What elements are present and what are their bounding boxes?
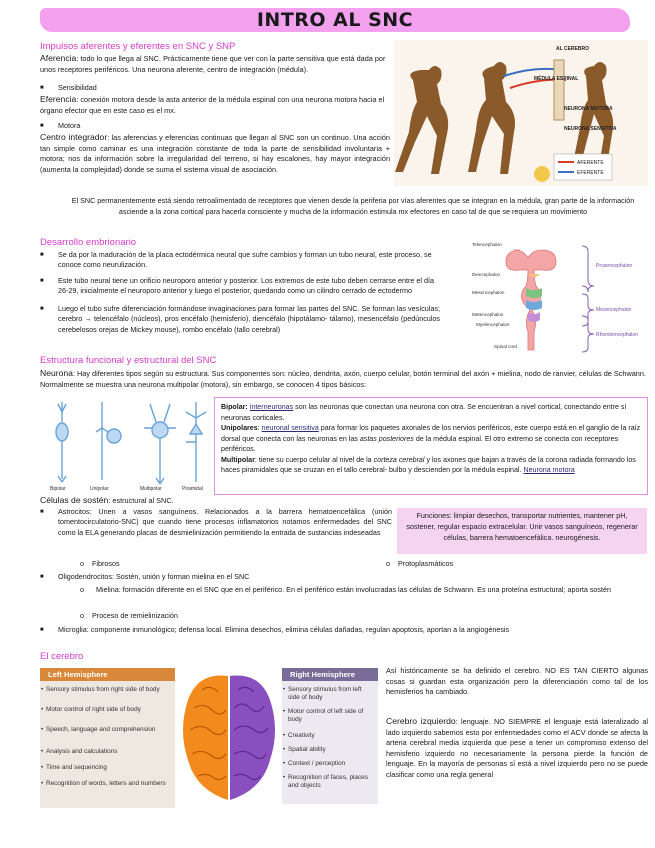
neurona-paragraph bbox=[40, 368, 648, 390]
right-item: • Context / perception bbox=[288, 760, 374, 768]
neuron-label-bipolar: Bipolar bbox=[50, 486, 66, 492]
embryo-vesicles-figure bbox=[470, 236, 648, 354]
bullet-mielina bbox=[80, 585, 640, 595]
section-heading-desarrollo: Desarrollo embrionario bbox=[40, 237, 137, 248]
snc-summary: El SNC permanentemente está siendo retroalimentado de receptores que vienen desde la periferia por vías aferentes que se integran en la médula, gran parte de la información asciende a la zona cortical para hacerla consciente y mucha de la información estimula mx efectores en caso tal de que se requiera un movimiento bbox=[71, 196, 635, 216]
page-title: INTRO AL SNC bbox=[256, 9, 414, 31]
right-item: • Creativity bbox=[288, 732, 374, 740]
bullet-protoplasmaticos bbox=[386, 559, 453, 569]
neurona-term: Neurona bbox=[40, 368, 73, 378]
cerebro-izquierdo-term: Cerebro izquierdo bbox=[386, 716, 456, 726]
unipolar-italic: astas posteriores bbox=[359, 434, 414, 443]
multipolar-link: Neurona motora bbox=[523, 466, 575, 474]
eferencia-paragraph bbox=[40, 94, 390, 116]
bullet-motora bbox=[40, 121, 390, 131]
bullet-text: Proceso de remielinización bbox=[92, 611, 178, 620]
right-item: • Sensory stimulus from left side of body bbox=[288, 686, 374, 702]
title-banner bbox=[40, 8, 630, 32]
square-bullet-icon: ■ bbox=[40, 85, 44, 91]
right-item: • Motor control of left side of body bbox=[288, 708, 374, 724]
microglia-text: : componente inmunológico; defensa local. Elimina desechos, elimina células dañadas, regulan apoptosis, aportan a la angiogénesis bbox=[86, 625, 510, 634]
fig-label-medula: MÉDULA ESPINAL bbox=[534, 76, 579, 82]
astrocitos-term: Astrocitos bbox=[58, 507, 90, 516]
bullet-fibrosos bbox=[80, 559, 120, 569]
left-item: • Time and sequencing bbox=[46, 764, 170, 772]
bullet-text: Motora bbox=[58, 121, 81, 130]
bullet-astrocitos bbox=[40, 507, 392, 538]
fig-label-cerebro: AL CEREBRO bbox=[556, 46, 589, 52]
section-heading-estructura: Estructura funcional y estructural del SNC bbox=[40, 355, 217, 366]
microglia-term: Microglia bbox=[58, 625, 87, 634]
brain-image bbox=[178, 668, 280, 808]
legend-afferent: AFERENTE bbox=[577, 160, 604, 166]
bullet-remielinizacion bbox=[80, 611, 178, 621]
unipolar-link: neuronal sensitiva bbox=[261, 424, 319, 432]
fig-metencephalon: Metencephalon bbox=[472, 312, 504, 317]
neuron-label-piramidal: Piramidal bbox=[182, 486, 203, 492]
section-heading-impulsos: Impulsos aferentes y eferentes en SNC y SNP bbox=[40, 41, 236, 52]
square-bullet-icon: ■ bbox=[40, 123, 44, 129]
centro-term: Centro integrador bbox=[40, 132, 108, 142]
neuron-types-box bbox=[214, 397, 648, 495]
brain-svg bbox=[178, 668, 280, 808]
right-hemisphere-title: Right Hemisphere bbox=[282, 668, 378, 681]
square-bullet-icon: ■ bbox=[40, 306, 44, 312]
bullet-sensibilidad bbox=[40, 83, 390, 93]
cerebro-izquierdo-paragraph bbox=[386, 716, 648, 781]
funciones-text: : limpiar desechos, transportar nutrientes, mantener pH, sostener, regular espacio extracelular. Unir vasos sanguíneos, regenerar células, barrera hematoencefálica. neurogénesis. bbox=[406, 511, 638, 542]
bullet-vesiculas bbox=[40, 304, 440, 335]
celulas-sosten-paragraph bbox=[40, 495, 340, 507]
oligo-term: Oligodendrocitos bbox=[58, 572, 112, 581]
bullet-text: Sensibilidad bbox=[58, 83, 97, 92]
centro-integrador-paragraph bbox=[40, 132, 390, 175]
neuron-types-figure bbox=[40, 398, 212, 492]
bullet-neuroporo bbox=[40, 276, 440, 297]
multipolar-text-1: : tiene su cuerpo celular al nivel de la bbox=[254, 455, 374, 464]
bipolar-text: son las neuronas que conectan una neurona con otra. Se encuentran a nivel cortical, conectando entre sí neuronas corticales. bbox=[221, 403, 627, 422]
square-bullet-icon: ■ bbox=[40, 627, 44, 633]
left-hemisphere-title: Left Hemisphere bbox=[40, 668, 175, 681]
left-item: • Analysis and calculations bbox=[46, 748, 170, 756]
fig-myelencephalon: Myelencephalon bbox=[476, 322, 510, 327]
legend-efferent: EFERENTE bbox=[577, 170, 604, 176]
left-item: • Recognition of words, letters and numbers bbox=[46, 780, 170, 788]
neurona-text: : Hay diferentes tipos según su estructura. Sus componentes son: núcleo, dendrita, axón, cuerpo celular, botón terminal del axón + mielina, nodo de ranvier, células de Schwann. Normalmente se muestra una neurona multipolar (motora), sin embargo, se conocen 4 tipos básicos: bbox=[40, 369, 646, 389]
fig-diencephalon: Diencephalon bbox=[472, 272, 501, 277]
neuron-label-multipolar: Multipolar bbox=[140, 486, 162, 492]
neuron-label-unipolar: Unipolar bbox=[90, 486, 109, 492]
aferencia-text: : todo lo que llega al SNC. Prácticamente tiene que ver con la parte sensitiva que está dada por unos receptores periféricos. Una neurona aferente, centro de integración (médula). bbox=[40, 54, 386, 74]
multipolar-italic: corteza cerebral bbox=[373, 455, 425, 464]
bullet-microglia bbox=[40, 625, 640, 635]
right-item: • Recognition of faces, places and objects bbox=[288, 774, 374, 790]
right-hemisphere-panel bbox=[282, 668, 378, 804]
square-bullet-icon: ■ bbox=[40, 278, 44, 284]
aferencia-term: Aferencia bbox=[40, 53, 77, 63]
bullet-oligodendrocitos bbox=[40, 572, 600, 582]
bullet-text: Protoplasmáticos bbox=[398, 559, 454, 568]
eferencia-text: : conexión motora desde la asta anterior de la médula espinal con una neurona motora hacia el órgano efector que en este caso es el mx. bbox=[40, 95, 385, 115]
oligo-text: : Sostén, unión y forman mielina en el SNC bbox=[111, 572, 250, 581]
circle-bullet-icon: o bbox=[386, 559, 390, 568]
left-item: • Speech, language and comprehension bbox=[46, 726, 170, 734]
unipolar-text-1: para formar los paquetes axonales de los nervios periféricos, este cuerpo está en el ganglio de la raíz dorsal que conecta con las neuronas en las bbox=[221, 424, 641, 443]
fig-prosencephalon: Prosencephalon bbox=[596, 263, 633, 269]
bullet-text: Se da por la maduración de la placa ectodérmica neural que sufre cambios y forman un tubo neural, este proceso, se conoce como neurulización. bbox=[58, 250, 432, 270]
fig-spinal-cord: Spinal cord bbox=[494, 344, 517, 349]
section-heading-cerebro: El cerebro bbox=[40, 651, 84, 662]
square-bullet-icon: ■ bbox=[40, 509, 44, 515]
left-item: • Motor control of right side of body bbox=[46, 706, 170, 714]
multipolar-term: Multipolar bbox=[221, 455, 255, 464]
box-multipolar bbox=[221, 455, 641, 476]
bullet-neurulizacion bbox=[40, 250, 440, 271]
centro-text: : las aferencias y eferencias continuas que llegan al SNC son un continuo. Una acción tan simple como caminar es una integración constante de toda la parte de sensibilidad involuntaria + motora; nos da información sobre la irregularidad del terreno, si hay escalones, hay mayor integración (aumenta la complejidad) donde se suma el sistema visual de asociación. bbox=[40, 133, 390, 174]
fig-label-sensitiva: NEURONA SENSITIVA bbox=[564, 126, 617, 132]
sosten-text: : estructural al SNC. bbox=[108, 496, 174, 505]
left-item: • Sensory stimulus from right side of body bbox=[46, 686, 170, 694]
reflex-figure-svg bbox=[394, 40, 648, 186]
bipolar-term: Bipolar: bbox=[221, 403, 248, 411]
eferencia-term: Eferencia bbox=[40, 94, 77, 104]
bullet-text: Fibrosos bbox=[92, 559, 120, 568]
fig-telencephalon: Telencephalon bbox=[472, 242, 502, 247]
box-bipolar bbox=[221, 402, 641, 423]
box-unipolar: Unipolares: neuronal sensitiva para formar los paquetes axonales de los nervios periféricos, este cuerpo está en el ganglio de la raíz dorsal que conecta con las neuronas en las astas posteriores de la médula espinal. El otro extremo se conecta con receptores periféricos. bbox=[221, 424, 641, 453]
square-bullet-icon: ■ bbox=[40, 252, 44, 258]
circle-bullet-icon: o bbox=[80, 585, 84, 594]
unipolar-text-2: de la médula espinal. El otro extremo se conecta con receptores periféricos. bbox=[221, 434, 619, 453]
left-hemisphere-panel bbox=[40, 668, 175, 808]
sosten-term: Células de sostén bbox=[40, 495, 109, 505]
reflex-illustration bbox=[394, 40, 648, 186]
circle-bullet-icon: o bbox=[80, 611, 84, 620]
mielina-term: Mielina bbox=[96, 585, 119, 594]
fig-mesencephalon-right: Mesencephalon bbox=[596, 307, 632, 313]
right-item: • Spatial ability bbox=[288, 746, 374, 754]
multipolar-text-2: y los axones que bajan a través de la corona radiada formando los haces piramidales que se cruzan en el tallo cerebral- bulbo y descienden por la médula espinal. bbox=[221, 455, 636, 474]
neuron-types-svg bbox=[40, 398, 212, 492]
astrocitos-text: : Unen a vasos sanguíneos. Relacionados a la barrera hematoencefálica (unión tomentocirculatorio-SNC) que cuando tiene procesos inflamatorios notamos enfermedades del SNC como la ELA generando placas de desmielinización permitiendo la entrada de sustancias indeseadas bbox=[58, 507, 392, 537]
fig-rhombencephalon: Rhombencephalon bbox=[596, 332, 638, 338]
bullet-text: Este tubo neural tiene un orificio neuroporo anterior y posterior. Los extremos de este tubo deben cerrarse entre el día 26-29, inicialmente el neuroporo anterior y luego el posterior, quedando como un cilindro cerrado de ectodermo bbox=[58, 276, 434, 296]
embryo-figure-svg bbox=[470, 236, 648, 354]
bipolar-link: interneuronas bbox=[249, 403, 294, 411]
mielina-text: : formación diferente en el SNC que en el periférico. En el periférico están involucradas las células de Schwann. Es una proteína estructural; aporta sostén bbox=[118, 585, 611, 594]
circle-bullet-icon: o bbox=[80, 559, 84, 568]
funciones-box bbox=[397, 508, 647, 554]
unipolar-term: Unipolares bbox=[221, 424, 258, 432]
cerebro-izquierdo-text: : lenguaje. NO SIEMPRE el lenguaje está lateralizado al lado izquierdo sabemos esto por enfermedades como el ACV donde se afecta la arteria cerebral media izquierda que pese a tener un compromiso extenso del hemisferio izquierdo no necesariamente la persona pierde la función de lenguaje. En la mayoría de personas sí está a nivel izquierdo pero no se puede clasificar como una regla general bbox=[386, 717, 648, 779]
fig-label-motora: NEURONA MOTORA bbox=[564, 106, 613, 112]
bullet-text: Luego el tubo sufre diferenciación formándose invaginaciones para formar las partes del SNC. Se forman las vesículas; cerebro → telencéfalo (núcleos), pros encéfalo (hemisferio), diencéfalo (hipotálamo- tálamo), mesencéfalo (pedúnculos cerebelosos orejas de Mickey mouse), rombo encéfalo (tallo cerebral) bbox=[58, 304, 440, 334]
square-bullet-icon: ■ bbox=[40, 574, 44, 580]
fig-mesencephalon: Mesencephalon bbox=[472, 290, 505, 295]
aferencia-paragraph bbox=[40, 53, 390, 75]
funciones-term: Funciones bbox=[416, 511, 450, 520]
cerebro-paragraph-1: Así históricamente se ha definido el cerebro. NO ES TAN CIERTO algunas cosas si guardan esta organización pero la diferenciación como tal de los hemisferios ha cambiado. bbox=[386, 666, 648, 697]
